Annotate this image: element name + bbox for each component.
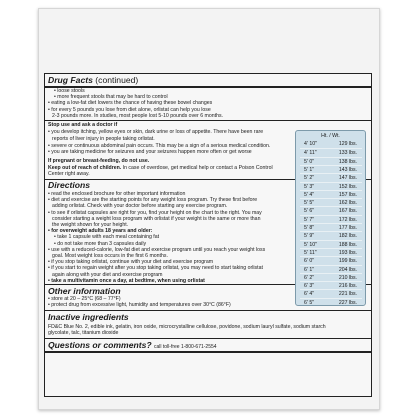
height-value: 6' 4" bbox=[304, 291, 315, 298]
chart-row bbox=[300, 140, 362, 148]
height-value: 5' 0" bbox=[304, 158, 315, 165]
chart-row bbox=[300, 298, 362, 307]
height-value: 5' 7" bbox=[304, 216, 315, 223]
weight-value: 162 lbs. bbox=[338, 200, 357, 207]
height-value: 6' 2" bbox=[304, 274, 315, 281]
text-line: • take a multivitamin once a day, at bedtime, when using orlistat bbox=[48, 278, 205, 284]
text-line: • do not take more than 3 capsules daily bbox=[54, 241, 146, 247]
weight-value: 143 lbs. bbox=[338, 166, 357, 173]
weight-value: 172 lbs. bbox=[338, 216, 357, 223]
text-line: • use with a reduced-calorie, low-fat diet and exercise program until you reach your weight loss bbox=[48, 247, 265, 253]
inactive-ingredients-line1: FD&C Blue No. 2, edible ink, gelatin, iron oxide, microcrystalline cellulose, povidone, sodium lauryl sulfate, sodium starch bbox=[48, 324, 326, 330]
section-rule bbox=[45, 338, 371, 339]
text-line: again along with your diet and exercise program bbox=[52, 271, 163, 278]
text-line: 2-3 pounds more. In studies, most people lost 5-10 pounds over 6 months. bbox=[52, 112, 223, 119]
title-rule bbox=[45, 86, 371, 88]
weight-value: 221 lbs. bbox=[338, 291, 357, 298]
inactive-ingredients-heading: Inactive ingredients bbox=[48, 312, 129, 322]
weight-value: 147 lbs. bbox=[338, 175, 357, 182]
text-line: • for every 5 pounds you lose from diet alone, orlistat can help you lose bbox=[48, 107, 211, 113]
text-line: adding orlistat. Check with your doctor before starting any exercise program. bbox=[52, 203, 228, 210]
text-line: • you are taking medicine for seizures and your seizures happen more often or get worse bbox=[48, 149, 252, 155]
weight-value: 210 lbs. bbox=[338, 274, 357, 281]
height-value: 5' 11" bbox=[304, 249, 317, 256]
height-weight-chart bbox=[295, 130, 366, 306]
text-line: • more frequent stools that may be hard to control bbox=[54, 94, 168, 100]
text-line: the weight shown for your height. bbox=[52, 222, 129, 228]
height-value: 6' 3" bbox=[304, 283, 315, 290]
text-line: • read the enclosed brochure for other important information bbox=[48, 191, 185, 197]
height-value: 5' 9" bbox=[304, 233, 315, 240]
section-rule bbox=[45, 310, 371, 311]
weight-value: 193 lbs. bbox=[338, 249, 357, 256]
height-value: 5' 3" bbox=[304, 183, 315, 190]
inactive-ingredients-line2: glycolate, talc, titanium dioxide bbox=[48, 330, 119, 336]
text-line: • take 1 capsule with each meal containing fat bbox=[54, 234, 159, 240]
height-value: 6' 5" bbox=[304, 299, 315, 306]
weight-value: 133 lbs. bbox=[338, 150, 357, 157]
weight-value: 138 lbs. bbox=[338, 158, 357, 165]
weight-value: 182 lbs. bbox=[338, 233, 357, 240]
weight-value: 167 lbs. bbox=[338, 208, 357, 215]
other-info-heading: Other information bbox=[48, 286, 121, 296]
weight-value: 177 lbs. bbox=[338, 225, 357, 231]
text-line: • severe or continuous abdominal pain occurs. This may be a sign of a serious medical condition. bbox=[48, 143, 270, 149]
keep-out-line2: Center right away. bbox=[48, 171, 90, 177]
text-line: • diet and exercise are the starting points for any weight loss program. Try these first before bbox=[48, 197, 257, 203]
height-value: 6' 0" bbox=[304, 258, 315, 265]
panel-bottom-rule bbox=[45, 351, 371, 353]
weight-value: 199 lbs. bbox=[338, 258, 357, 265]
pregnancy-warning: If pregnant or breast-feeding, do not use. bbox=[48, 158, 150, 164]
height-value: 5' 6" bbox=[304, 208, 315, 215]
drug-facts-title: Drug Facts (continued) bbox=[48, 75, 139, 85]
height-value: 5' 10" bbox=[304, 241, 317, 248]
height-value: 5' 8" bbox=[304, 225, 315, 231]
text-line: • to see if orlistat capsules are right for you, find your height on the chart to the right. You may bbox=[48, 210, 262, 216]
text-line: • for overweight adults 18 years and older: bbox=[48, 228, 152, 234]
weight-value: 157 lbs. bbox=[338, 191, 357, 198]
height-value: 6' 1" bbox=[304, 266, 315, 273]
drug-facts-panel bbox=[44, 73, 372, 397]
weight-value: 216 lbs. bbox=[338, 283, 357, 290]
text-line: consider starting a weight loss program with orlistat if your weight is the same or more than bbox=[52, 215, 261, 222]
directions-heading: Directions bbox=[48, 180, 91, 190]
section-rule bbox=[45, 120, 371, 121]
text-line: • protect drug from excessive light, humidity and temperatures over 30°C (86°F) bbox=[48, 302, 231, 308]
height-value: 5' 2" bbox=[304, 175, 315, 182]
text-line: • you develop itching, yellow eyes or skin, dark urine or loss of appetite. There have been rare bbox=[48, 129, 263, 135]
weight-value: 152 lbs. bbox=[338, 183, 357, 190]
text-line: reports of liver injury in people taking orlistat. bbox=[52, 135, 155, 142]
chart-title: Ht. / Wt. bbox=[321, 133, 340, 139]
stop-use-heading: Stop use and ask a doctor if bbox=[48, 122, 118, 128]
height-value: 4' 10" bbox=[304, 141, 317, 147]
weight-value: 129 lbs. bbox=[338, 141, 357, 147]
keep-out-of-reach: Keep out of reach of children. In case of overdose, get medical help or contact a Poison Control bbox=[48, 165, 273, 171]
text-line: • loose stools bbox=[54, 88, 85, 94]
text-line: goal. Most weight loss occurs in the first 6 months. bbox=[52, 253, 168, 259]
height-value: 4' 11" bbox=[304, 150, 317, 157]
weight-value: 188 lbs. bbox=[338, 241, 357, 248]
height-value: 5' 1" bbox=[304, 166, 315, 173]
weight-value: 204 lbs. bbox=[338, 266, 357, 273]
height-value: 5' 5" bbox=[304, 200, 315, 207]
text-line: • if you start to regain weight after you stop taking orlistat, you may need to start taking orlistat bbox=[48, 265, 263, 271]
text-line: • store at 20 – 25°C (68 – 77°F) bbox=[48, 296, 121, 302]
text-line: • if you stop taking orlistat, continue with your diet and exercise program bbox=[48, 259, 213, 265]
height-value: 5' 4" bbox=[304, 191, 315, 198]
weight-value: 227 lbs. bbox=[338, 299, 357, 306]
text-line: • eating a low-fat diet lowers the chance of having these bowel changes bbox=[48, 100, 212, 106]
questions-heading: Questions or comments? call toll-free 1-800-671-2554 bbox=[48, 340, 217, 350]
